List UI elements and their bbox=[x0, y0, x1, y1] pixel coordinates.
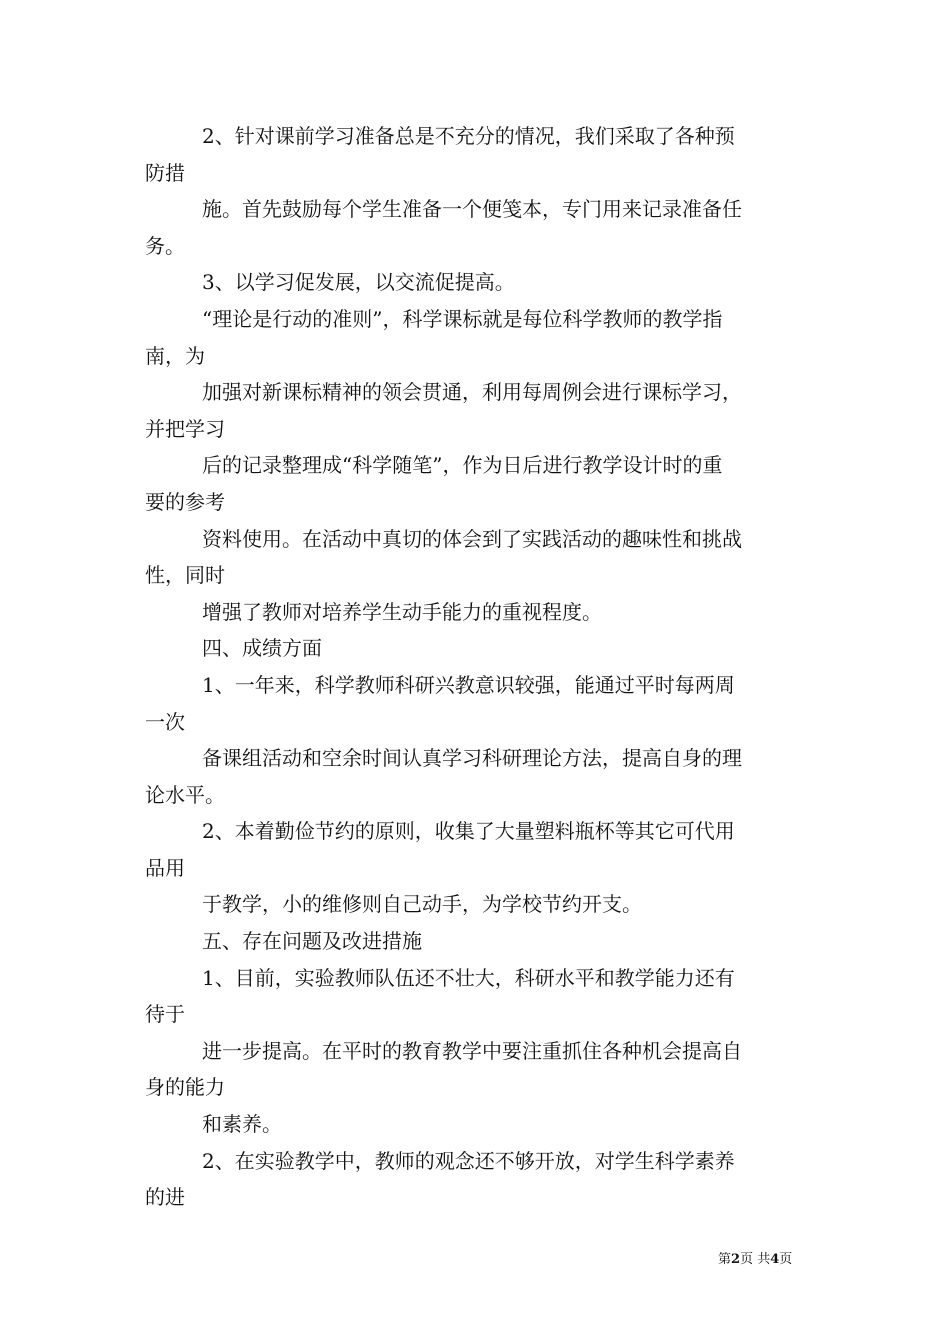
line-text: 性，同时 bbox=[145, 563, 225, 588]
line-text: 四、成绩方面 bbox=[202, 636, 322, 661]
text-line bbox=[145, 411, 810, 448]
footer-prefix: 第 bbox=[718, 1252, 732, 1267]
text-line bbox=[145, 850, 810, 887]
text-line bbox=[145, 447, 810, 484]
text-line bbox=[145, 155, 810, 192]
line-text: 备课组活动和空余时间认真学习科研理论方法，提高自身的理 bbox=[202, 746, 742, 771]
line-text: 1、目前，实验教师队伍还不壮大，科研水平和教学能力还有 bbox=[202, 965, 735, 990]
footer-suffix: 页 bbox=[779, 1252, 793, 1267]
line-text: 于教学，小的维修则自己动手，为学校节约开支。 bbox=[202, 892, 642, 917]
line-text: 施。首先鼓励每个学生准备一个便笺本，专门用来记录准备任 bbox=[202, 197, 742, 222]
text-line bbox=[145, 301, 810, 338]
line-text: 1、一年来，科学教师科研兴教意识较强，能通过平时每两周 bbox=[202, 672, 735, 697]
text-line bbox=[145, 667, 810, 704]
text-line bbox=[145, 374, 810, 411]
current-page-number: 2 bbox=[731, 1252, 741, 1267]
line-text: 2、本着勤俭节约的原则，收集了大量塑料瓶杯等其它可代用 bbox=[202, 819, 735, 844]
text-line bbox=[145, 521, 810, 558]
line-text: 身的能力 bbox=[145, 1075, 225, 1100]
line-text: 论水平。 bbox=[145, 782, 225, 807]
text-line bbox=[145, 228, 810, 265]
line-text: 后的记录整理成“科学随笔”，作为日后进行教学设计时的重 bbox=[202, 453, 723, 478]
line-text: 资料使用。在活动中真切的体会到了实践活动的趣味性和挑战 bbox=[202, 526, 742, 551]
line-text: 和素养。 bbox=[202, 1112, 282, 1137]
line-text: 加强对新课标精神的领会贯通，利用每周例会进行课标学习， bbox=[202, 380, 742, 405]
line-text: 务。 bbox=[145, 233, 185, 258]
line-text: 进一步提高。在平时的教育教学中要注重抓住各种机会提高自 bbox=[202, 1038, 742, 1063]
line-text: 的进 bbox=[145, 1185, 185, 1210]
text-line bbox=[145, 1069, 810, 1106]
line-text: 3、以学习促发展，以交流促提高。 bbox=[202, 270, 515, 295]
text-line bbox=[145, 960, 810, 997]
text-line bbox=[145, 630, 810, 667]
line-text: 一次 bbox=[145, 709, 185, 734]
text-line bbox=[145, 1106, 810, 1143]
line-text: 并把学习 bbox=[145, 416, 225, 441]
line-text: 增强了教师对培养学生动手能力的重视程度。 bbox=[202, 599, 602, 624]
text-line bbox=[145, 740, 810, 777]
line-text: 要的参考 bbox=[145, 489, 225, 514]
line-text: 2、在实验教学中，教师的观念还不够开放，对学生科学素养 bbox=[202, 1148, 735, 1173]
text-line bbox=[145, 1179, 810, 1216]
line-text: 南，为 bbox=[145, 343, 205, 368]
text-line bbox=[145, 118, 810, 155]
text-line bbox=[145, 264, 810, 301]
line-text: 五、存在问题及改进措施 bbox=[202, 929, 422, 954]
text-line bbox=[145, 996, 810, 1033]
line-text: 2、针对课前学习准备总是不充分的情况，我们采取了各种预 bbox=[202, 124, 735, 148]
text-line bbox=[145, 777, 810, 814]
page-footer bbox=[718, 1248, 792, 1267]
text-line bbox=[145, 813, 810, 850]
text-line bbox=[145, 484, 810, 521]
line-text: 待于 bbox=[145, 1002, 185, 1027]
line-text: “理论是行动的准则”，科学课标就是每位科学教师的教学指 bbox=[202, 306, 723, 331]
total-page-number: 4 bbox=[770, 1252, 780, 1267]
text-line bbox=[145, 594, 810, 631]
text-line bbox=[145, 886, 810, 923]
text-line bbox=[145, 704, 810, 741]
line-text: 品用 bbox=[145, 855, 185, 880]
line-text: 防措 bbox=[145, 160, 185, 185]
text-line bbox=[145, 1143, 810, 1180]
text-line bbox=[145, 338, 810, 375]
text-line bbox=[145, 557, 810, 594]
text-line bbox=[145, 191, 810, 228]
document-body bbox=[145, 118, 810, 1216]
footer-middle: 页 共 bbox=[740, 1252, 771, 1267]
text-line bbox=[145, 923, 810, 960]
text-line bbox=[145, 1033, 810, 1070]
